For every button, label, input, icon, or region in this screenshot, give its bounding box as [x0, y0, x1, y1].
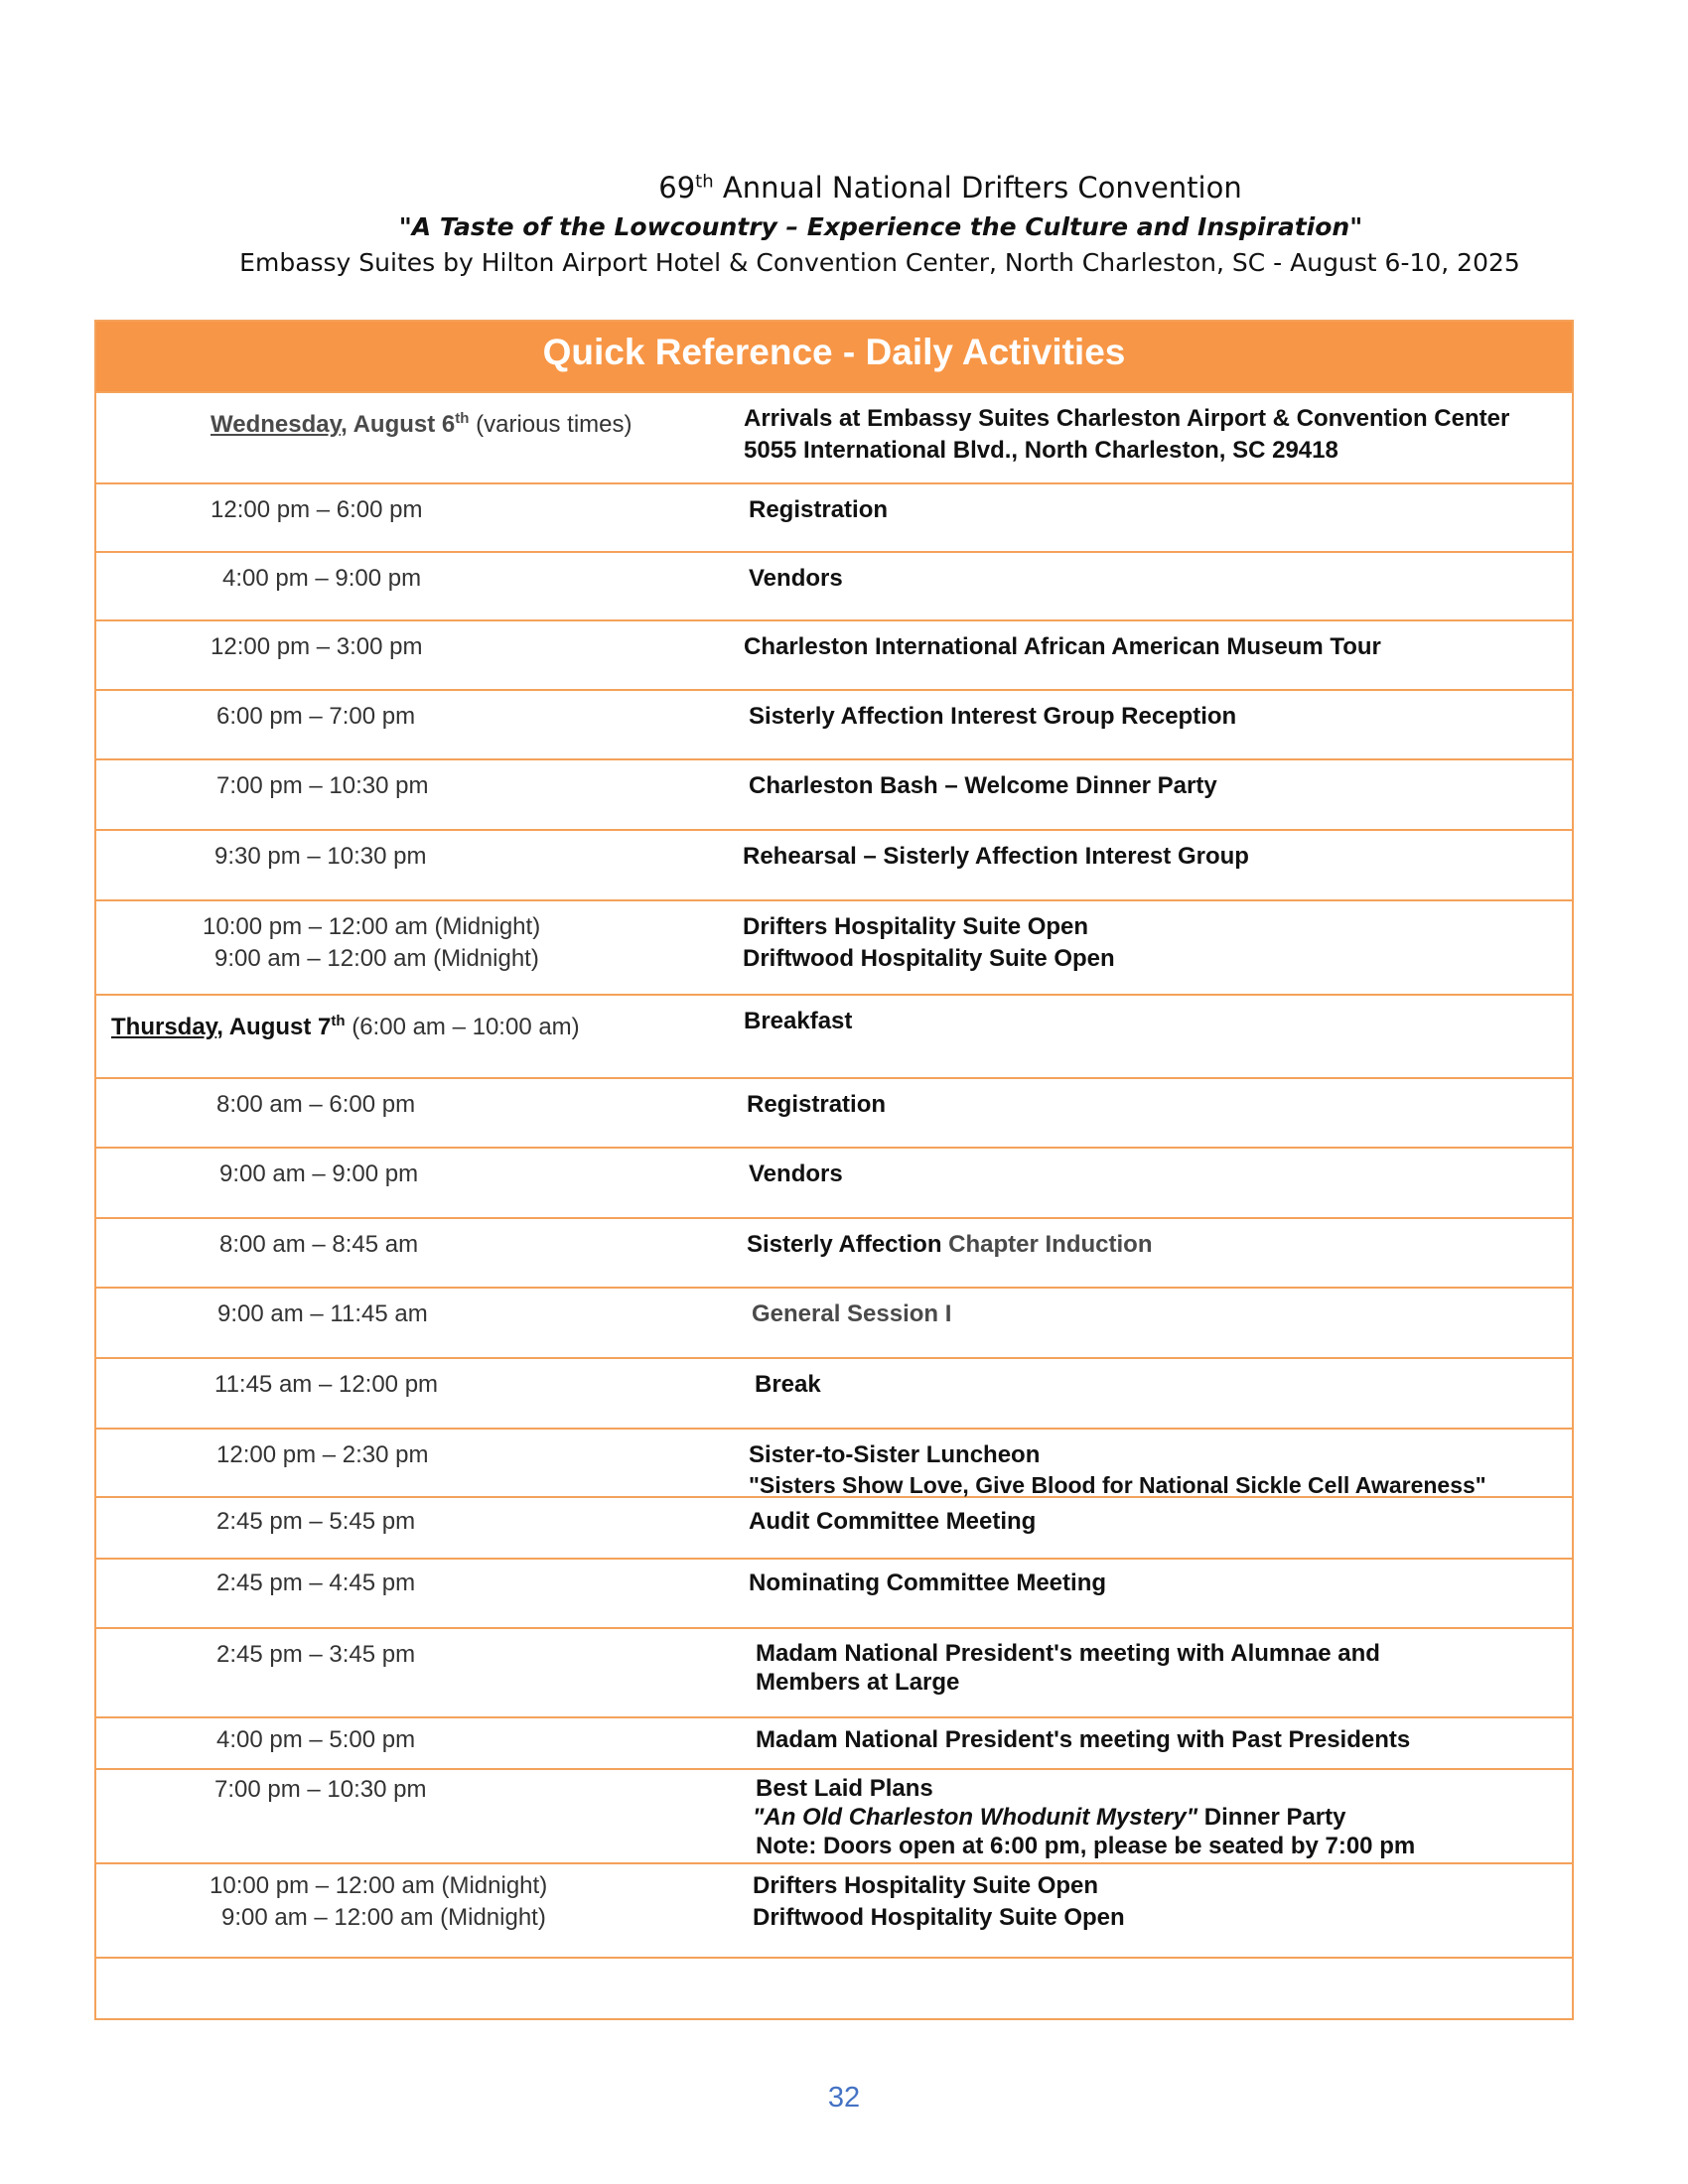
time-cell: 4:00 pm – 5:00 pm [216, 1726, 416, 1753]
table-row [96, 393, 1572, 484]
time-cell: 11:45 am – 12:00 pm [214, 1371, 439, 1398]
table-row [96, 831, 1572, 901]
time-cell: 10:00 pm – 12:00 am (Midnight) 9:00 am – 12:00 am (Midnight) [203, 913, 541, 972]
activity-cell: Registration [747, 1091, 887, 1118]
time-cell: 12:00 pm – 3:00 pm [211, 633, 423, 660]
activity-cell: Drifters Hospitality Suite Open Driftwood Hospitality Suite Open [753, 1872, 1125, 1931]
table-row [96, 621, 1572, 691]
time-cell: 12:00 pm – 2:30 pm [216, 1441, 429, 1468]
table-row [96, 1770, 1572, 1864]
activity-cell: Sisterly Affection Chapter Induction [747, 1231, 1153, 1258]
table-row [96, 996, 1572, 1079]
table-row [96, 1560, 1572, 1629]
time-cell: 9:30 pm – 10:30 pm [214, 843, 427, 870]
convention-title: 69th Annual National Drifters Convention [658, 171, 1242, 205]
day-label-wednesday: Wednesday, August 6th (various times) [211, 410, 633, 438]
table-title: Quick Reference - Daily Activities [96, 322, 1572, 393]
table-row [96, 1864, 1572, 1959]
table-row [96, 1359, 1572, 1430]
table-row [96, 901, 1572, 996]
activity-cell: Charleston Bash – Welcome Dinner Party [749, 772, 1217, 799]
activity-cell: Madam National President's meeting with Past Presidents [756, 1726, 1411, 1753]
time-cell: 4:00 pm – 9:00 pm [222, 565, 422, 592]
time-cell: 9:00 am – 11:45 am [217, 1300, 428, 1327]
time-cell: 2:45 pm – 3:45 pm [216, 1641, 416, 1668]
table-row [96, 760, 1572, 831]
activity-cell: Nominating Committee Meeting [749, 1570, 1107, 1596]
activity-cell: Drifters Hospitality Suite Open Driftwood Hospitality Suite Open [743, 913, 1115, 972]
activity-cell: Audit Committee Meeting [749, 1508, 1037, 1535]
empty-row [96, 1959, 1572, 2018]
time-cell: 8:00 am – 8:45 am [219, 1231, 419, 1258]
activity-cell: Break [755, 1371, 821, 1398]
activity-cell: Vendors [749, 565, 843, 592]
time-cell: 12:00 pm – 6:00 pm [211, 496, 423, 523]
table-row [96, 553, 1572, 621]
time-cell: 6:00 pm – 7:00 pm [216, 703, 416, 730]
table-row [96, 1149, 1572, 1219]
activity-cell: Rehearsal – Sisterly Affection Interest Group [743, 843, 1249, 870]
activity-cell: General Session I [752, 1300, 952, 1327]
convention-theme: "A Taste of the Lowcountry – Experience the Culture and Inspiration" [398, 212, 1363, 241]
activity-cell: Sisterly Affection Interest Group Reception [749, 703, 1237, 730]
table-row [96, 1629, 1572, 1718]
page-number: 32 [827, 2082, 861, 2114]
time-cell: 2:45 pm – 4:45 pm [216, 1570, 416, 1596]
table-row [96, 691, 1572, 760]
activity-cell: Madam National President's meeting with Alumnae and Members at Large [756, 1640, 1380, 1696]
daily-activities-table [94, 320, 1574, 2020]
table-row [96, 1430, 1572, 1498]
activity-cell: Sister-to-Sister Luncheon "Sisters Show Love, Give Blood for National Sickle Cell Awareness" [749, 1441, 1486, 1498]
time-cell: 7:00 pm – 10:30 pm [214, 1776, 427, 1803]
time-cell: 8:00 am – 6:00 pm [216, 1091, 416, 1118]
table-row [96, 1079, 1572, 1149]
activity-cell: Vendors [749, 1160, 843, 1187]
table-row [96, 1219, 1572, 1289]
table-row [96, 1289, 1572, 1359]
activity-cell: Breakfast [744, 1008, 853, 1034]
table-row [96, 1498, 1572, 1560]
day-label-thursday: Thursday, August 7th (6:00 am – 10:00 am) [111, 1013, 580, 1040]
convention-venue: Embassy Suites by Hilton Airport Hotel & Convention Center, North Charleston, SC - August 6-10, 2025 [239, 248, 1520, 277]
activity-cell: Arrivals at Embassy Suites Charleston Airport & Convention Center 5055 International Blvd., North Charleston, SC 29418 [744, 405, 1510, 464]
time-cell: 2:45 pm – 5:45 pm [216, 1508, 416, 1535]
time-cell: 7:00 pm – 10:30 pm [216, 772, 429, 799]
activity-cell: Registration [749, 496, 889, 523]
table-row [96, 484, 1572, 553]
activity-cell: Best Laid Plans "An Old Charleston Whodunit Mystery" Dinner Party Note: Doors open at 6:00 pm, please be seated by 7:00 pm [753, 1775, 1416, 1859]
time-cell: 10:00 pm – 12:00 am (Midnight) 9:00 am – 12:00 am (Midnight) [210, 1872, 548, 1931]
time-cell: 9:00 am – 9:00 pm [219, 1160, 419, 1187]
table-row [96, 1718, 1572, 1770]
activity-cell: Charleston International African American Museum Tour [744, 633, 1381, 660]
